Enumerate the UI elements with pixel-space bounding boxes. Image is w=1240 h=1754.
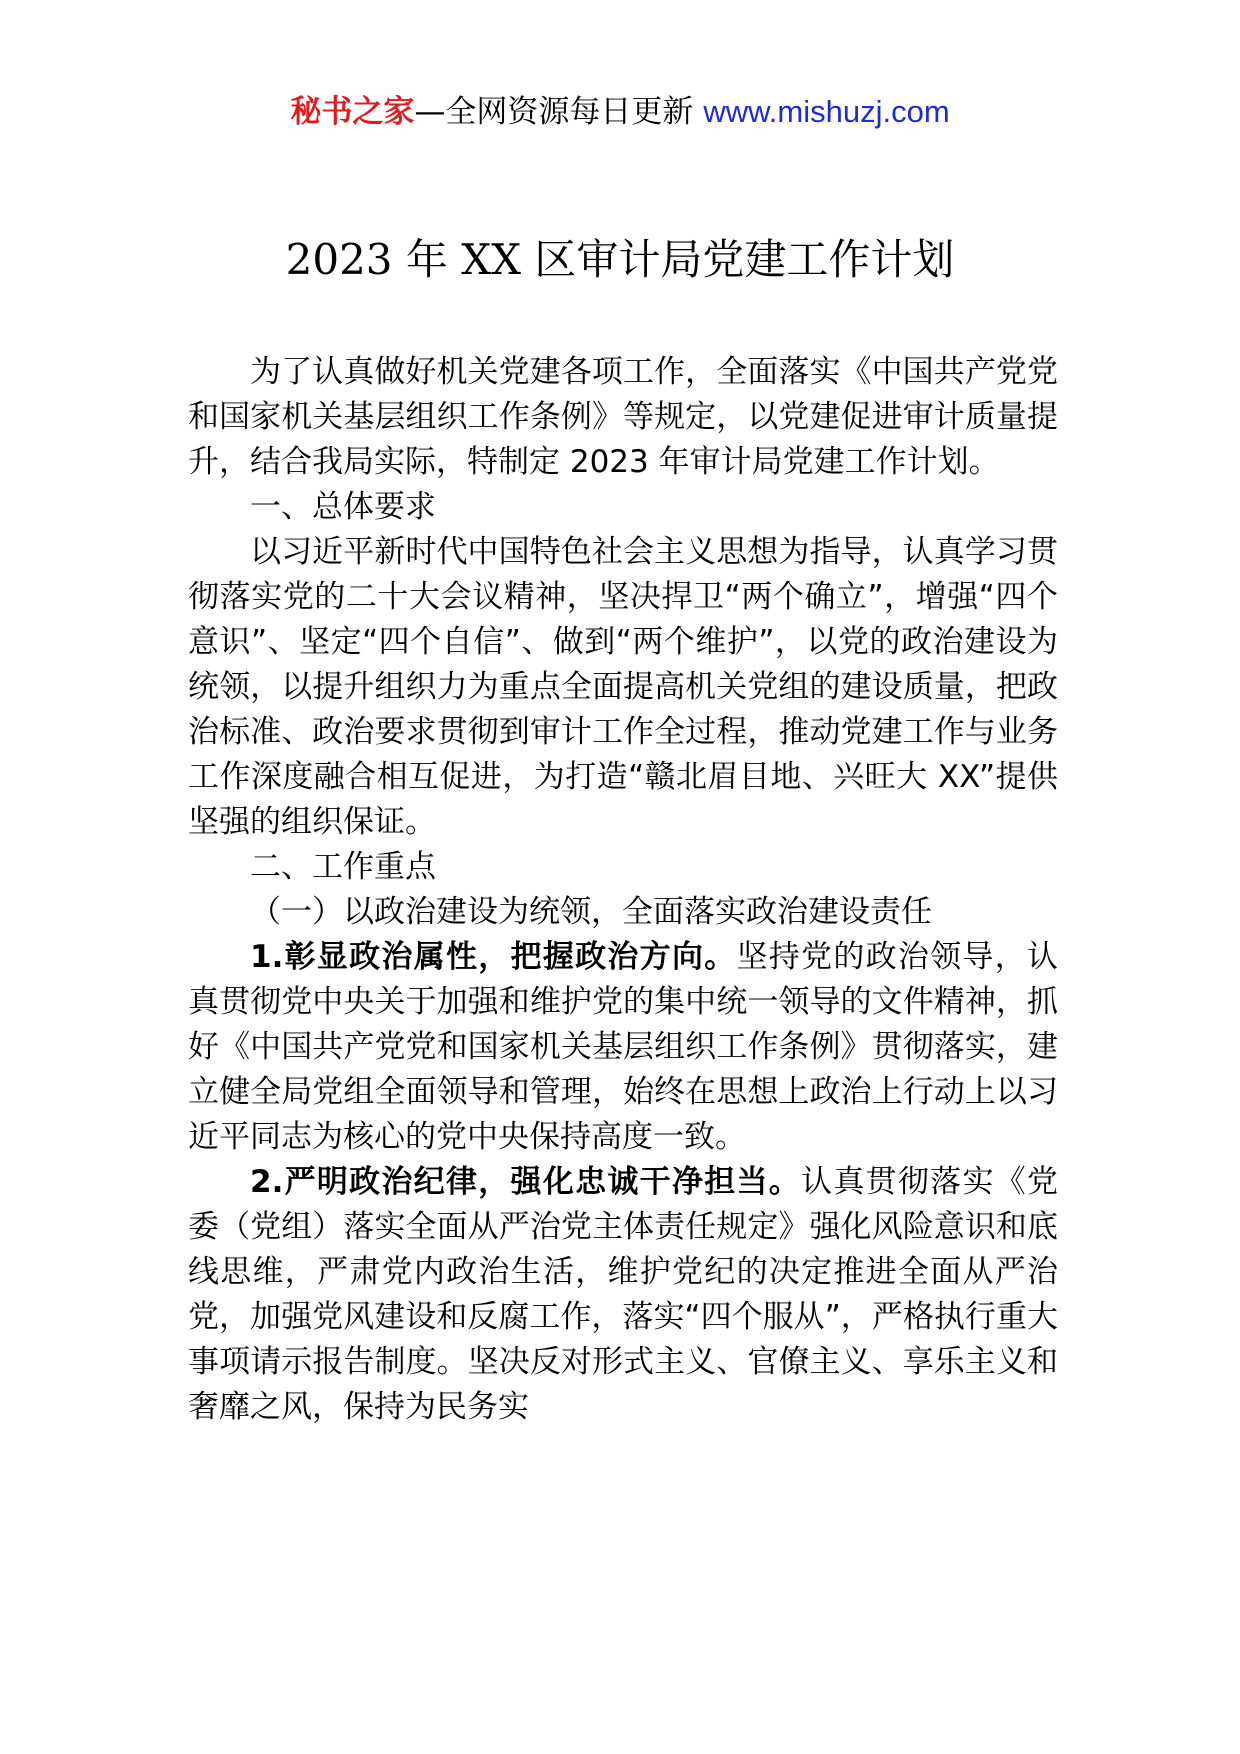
- section-heading-work-focus: 二、工作重点: [250, 849, 436, 885]
- item-2-title: 2.严明政治纪律，强化忠诚干净担当。: [250, 1164, 802, 1200]
- item-1-paragraph: [188, 935, 1058, 1160]
- document-title: 2023 年 XX 区审计局党建工作计划: [285, 235, 955, 284]
- item-1-text: 坚持党的政治领导，认真贯彻党中央关于加强和维护党的集中统一领导的文件精神，抓好《中国共产党党和国家机关基层组织工作条例》贯彻落实，建立健全局党组全面领导和管理，始终在思想上政治上行动上以习近平同志为核心的党中央保持高度一致。: [188, 939, 1058, 1155]
- brand-name: 秘书之家: [290, 94, 415, 130]
- subsection-heading-political-building: （一）以政治建设为统领，全面落实政治建设责任: [250, 894, 932, 930]
- item-1-title: 1.彰显政治属性，把握政治方向。: [250, 939, 737, 975]
- intro-paragraph: 为了认真做好机关党建各项工作，全面落实《中国共产党党和国家机关基层组织工作条例》等规定，以党建促进审计质量提升，结合我局实际，特制定 2023 年审计局党建工作计划。: [188, 354, 1058, 480]
- document-body: [188, 350, 1058, 1430]
- site-url-link[interactable]: www.mishuzj.com: [703, 94, 950, 129]
- item-2-paragraph: [188, 1160, 1058, 1430]
- item-2-text: 认真贯彻落实《党委（党组）落实全面从严治党主体责任规定》强化风险意识和底线思维，严肃党内政治生活，维护党纪的决定推进全面从严治党，加强党风建设和反腐工作，落实“四个服从”，严格执行重大事项请示报告制度。坚决反对形式主义、官僚主义、享乐主义和奢靡之风，保持为民务实: [188, 1164, 1058, 1425]
- site-slogan: —全网资源每日更新: [414, 94, 694, 130]
- general-requirements-paragraph: 以习近平新时代中国特色社会主义思想为指导，认真学习贯彻落实党的二十大会议精神，坚决捍卫“两个确立”，增强“四个意识”、坚定“四个自信”、做到“两个维护”，以党的政治建设为统领，以提升组织力为重点全面提高机关党组的建设质量，把政治标准、政治要求贯彻到审计工作全过程，推动党建工作与业务工作深度融合相互促进，为打造“赣北眉目地、兴旺大 XX”提供坚强的组织保证。: [188, 534, 1058, 840]
- site-header: [0, 92, 1240, 132]
- section-heading-general-requirements: 一、总体要求: [250, 489, 436, 525]
